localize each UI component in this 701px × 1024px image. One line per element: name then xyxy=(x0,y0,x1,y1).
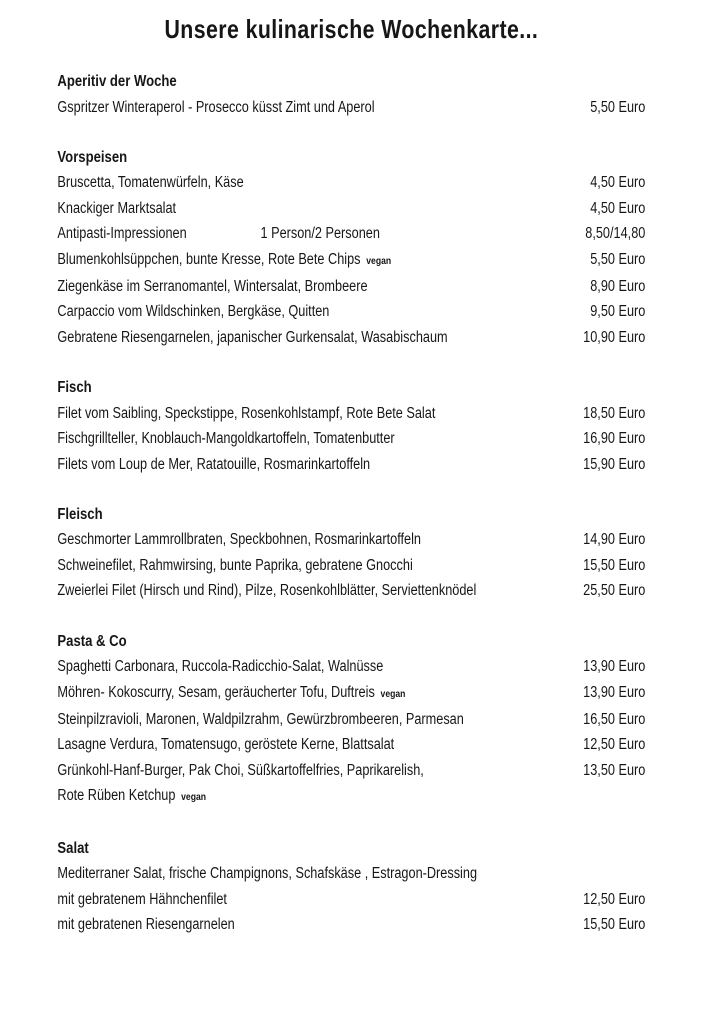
price: 15,50 Euro xyxy=(583,556,646,574)
menu-sections xyxy=(57,69,645,937)
price: 13,50 Euro xyxy=(583,761,646,779)
dish-name: Fischgrillteller, Knoblauch-Mangoldkartoffeln, Tomatenbutter xyxy=(57,430,395,448)
menu-item-row xyxy=(57,221,645,246)
dish-name: Gebratene Riesengarnelen, japanischer Gurkensalat, Wasabischaum xyxy=(57,328,448,346)
price: 9,50 Euro xyxy=(590,303,646,321)
dish-name: Antipasti-Impressionen xyxy=(57,225,187,243)
menu-item-row xyxy=(57,783,645,810)
dish-name: Gspritzer Winteraperol - Prosecco küsst Zimt und Aperol xyxy=(57,98,375,116)
price: 12,50 Euro xyxy=(583,890,646,908)
dish-name: Filets vom Loup de Mer, Ratatouille, Rosmarinkartoffeln xyxy=(57,455,371,473)
dish-name: Mediterraner Salat, frische Champignons, Schafskäse , Estragon-Dressing xyxy=(57,865,478,883)
menu-section xyxy=(57,69,645,120)
section-heading: Pasta & Co xyxy=(57,632,127,650)
dish-name: Spaghetti Carbonara, Ruccola-Radicchio-Salat, Walnüsse xyxy=(57,658,384,676)
dish-name: Möhren- Kokoscurry, Sesam, geräucherter Tofu, Duftreis xyxy=(57,683,375,701)
menu-item-row xyxy=(57,299,645,324)
price: 5,50 Euro xyxy=(590,98,646,116)
dish-name: Schweinefilet, Rahmwirsing, bunte Paprika, gebratene Gnocchi xyxy=(57,556,413,574)
menu-item-row xyxy=(57,758,645,783)
dish-name: Knackiger Marktsalat xyxy=(57,199,177,217)
dish-name: Filet vom Saibling, Speckstippe, Rosenkohlstampf, Rote Bete Salat xyxy=(57,404,436,422)
price: 13,90 Euro xyxy=(583,683,646,701)
price: 16,50 Euro xyxy=(583,711,646,728)
dish-name: mit gebratenem Hähnchenfilet xyxy=(57,890,227,908)
menu-item-row xyxy=(57,170,645,195)
dish-name: Grünkohl-Hanf-Burger, Pak Choi, Süßkartoffelfries, Paprikarelish, xyxy=(57,761,424,779)
price: 16,90 Euro xyxy=(583,430,646,448)
price: 15,50 Euro xyxy=(583,915,646,933)
menu-section xyxy=(57,375,645,477)
menu-section xyxy=(57,629,645,811)
price: 13,90 Euro xyxy=(583,658,646,676)
price: 10,90 Euro xyxy=(583,328,646,346)
menu-item-row xyxy=(57,452,645,477)
section-heading: Aperitiv der Woche xyxy=(57,73,177,90)
page-title: Unsere kulinarische Wochenkarte... xyxy=(164,14,539,44)
dish-name: Rote Rüben Ketchup xyxy=(57,787,176,805)
menu-item-row xyxy=(57,196,645,221)
section-heading: Vorspeisen xyxy=(57,148,128,166)
menu-item-row xyxy=(57,553,645,578)
menu-item-row xyxy=(57,401,645,426)
price: 5,50 Euro xyxy=(590,250,646,268)
menu-item-row xyxy=(57,325,645,350)
dish-name: Bruscetta, Tomatenwürfeln, Käse xyxy=(57,174,244,192)
vegan-label: vegan xyxy=(181,791,207,804)
menu-item-row xyxy=(57,95,645,120)
menu-item-row xyxy=(57,912,645,937)
dish-name: Geschmorter Lammrollbraten, Speckbohnen, Rosmarinkartoffeln xyxy=(57,531,421,549)
menu-item-row xyxy=(57,247,645,274)
price: 15,90 Euro xyxy=(583,455,646,473)
price: 25,50 Euro xyxy=(583,582,646,600)
menu-item-row xyxy=(57,732,645,757)
menu-section xyxy=(57,502,645,604)
menu-item-row xyxy=(57,654,645,679)
menu-item-row xyxy=(57,274,645,299)
price: 8,90 Euro xyxy=(590,278,646,296)
dish-name: Blumenkohlsüppchen, bunte Kresse, Rote Bete Chips xyxy=(57,250,361,268)
section-heading: Salat xyxy=(57,839,89,857)
dish-name: Steinpilzravioli, Maronen, Waldpilzrahm, Gewürzbrombeeren, Parmesan xyxy=(57,711,464,728)
vegan-label: vegan xyxy=(380,687,406,700)
menu-item-row xyxy=(57,861,645,886)
dish-name: Zweierlei Filet (Hirsch und Rind), Pilze, Rosenkohlblätter, Serviettenknödel xyxy=(57,582,477,600)
menu-section xyxy=(57,145,645,350)
price: 12,50 Euro xyxy=(583,736,646,754)
price: 8,50/14,80 xyxy=(585,225,646,243)
menu-item-row xyxy=(57,527,645,552)
menu-item-row xyxy=(57,426,645,451)
menu-item-row xyxy=(57,578,645,603)
dish-name: Ziegenkäse im Serranomantel, Wintersalat, Brombeere xyxy=(57,278,368,296)
price: 18,50 Euro xyxy=(583,404,646,422)
menu-item-row xyxy=(57,887,645,912)
menu-item-row xyxy=(57,680,645,707)
section-heading: Fisch xyxy=(57,379,92,397)
dish-name: mit gebratenen Riesengarnelen xyxy=(57,915,235,933)
section-heading: Fleisch xyxy=(57,505,103,523)
price: 4,50 Euro xyxy=(590,174,646,192)
dish-name: Carpaccio vom Wildschinken, Bergkäse, Quitten xyxy=(57,303,330,321)
vegan-label: vegan xyxy=(366,254,392,267)
price: 4,50 Euro xyxy=(590,199,646,217)
price: 14,90 Euro xyxy=(583,531,646,549)
menu-section xyxy=(57,836,645,938)
dish-name: Lasagne Verdura, Tomatensugo, geröstete Kerne, Blattsalat xyxy=(57,736,395,754)
portion-note: 1 Person/2 Personen xyxy=(260,225,380,243)
menu-item-row xyxy=(57,707,645,732)
